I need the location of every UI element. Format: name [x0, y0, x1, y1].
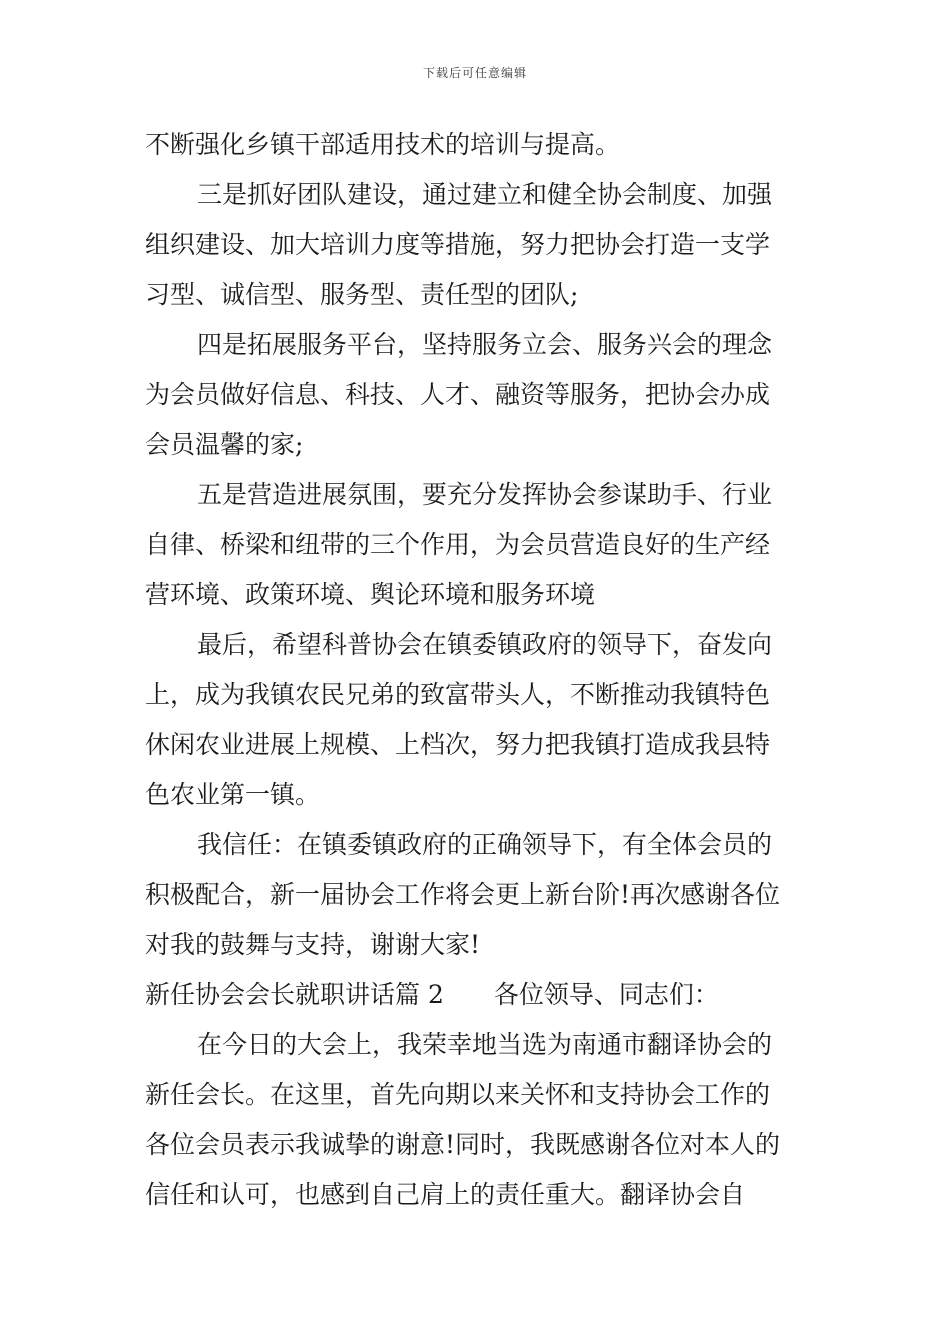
text-line: 对我的鼓舞与支持，谢谢大家! [145, 930, 481, 959]
text-line: 营环境、政策环境、舆论环境和服务环境 [145, 580, 596, 609]
text-line: 四是拓展服务平台，坚持服务立会、服务兴会的理念 [197, 330, 773, 359]
text-line: 最后，希望科普协会在镇委镇政府的领导下，奋发向 [197, 630, 773, 659]
text-line: 信任和认可，也感到自己肩上的责任重大。翻译协会自 [145, 1180, 746, 1209]
text-line: 我信任：在镇委镇政府的正确领导下，有全体会员的 [197, 830, 773, 859]
text-line: 在今日的大会上，我荣幸地当选为南通市翻译协会的 [197, 1030, 773, 1059]
text-line: 三是抓好团队建设，通过建立和健全协会制度、加强 [197, 180, 773, 209]
text-line: 会员温馨的家; [145, 430, 304, 459]
salutation: 各位领导、同志们： [493, 980, 719, 1009]
page-header: 下载后可任意编辑 [422, 66, 527, 80]
section-title: 新任协会会长就职讲话篇 2 [145, 980, 444, 1009]
text-line: 自律、桥梁和纽带的三个作用，为会员营造良好的生产经 [145, 530, 771, 559]
text-line: 习型、诚信型、服务型、责任型的团队; [145, 280, 579, 309]
text-line: 不断强化乡镇干部适用技术的培训与提高。 [145, 130, 621, 159]
text-line: 积极配合，新一届协会工作将会更上新台阶!再次感谢各位 [145, 880, 781, 909]
document-body [145, 120, 807, 1220]
text-line: 新任会长。在这里，首先向期以来关怀和支持协会工作的 [145, 1080, 771, 1109]
text-line: 为会员做好信息、科技、人才、融资等服务，把协会办成 [145, 380, 771, 409]
text-line: 上，成为我镇农民兄弟的致富带头人，不断推动我镇特色 [145, 680, 771, 709]
text-line: 五是营造进展氛围，要充分发挥协会参谋助手、行业 [197, 480, 773, 509]
text-line: 各位会员表示我诚挚的谢意!同时，我既感谢各位对本人的 [145, 1130, 781, 1159]
text-line: 组织建设、加大培训力度等措施，努力把协会打造一支学 [145, 230, 771, 259]
text-line: 休闲农业进展上规模、上档次，努力把我镇打造成我县特 [145, 730, 771, 759]
section-heading [145, 970, 807, 1020]
text-line: 色农业第一镇。 [145, 780, 321, 809]
